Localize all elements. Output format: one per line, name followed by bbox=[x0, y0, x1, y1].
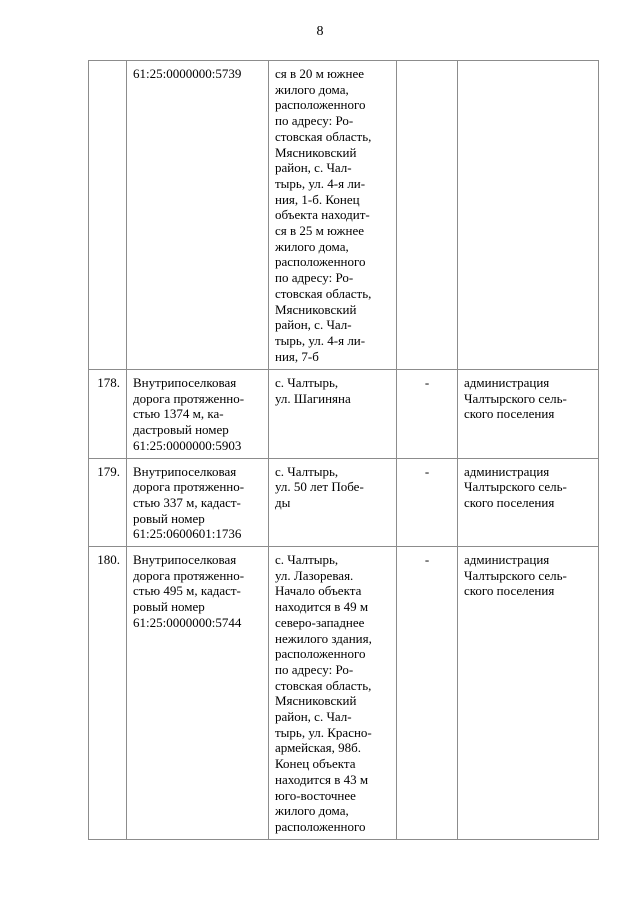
table-row bbox=[89, 547, 599, 840]
row-number: 179. bbox=[89, 458, 127, 547]
object-value: - bbox=[397, 547, 458, 840]
row-number: 180. bbox=[89, 547, 127, 840]
object-value: - bbox=[397, 458, 458, 547]
table-row bbox=[89, 458, 599, 547]
object-value bbox=[397, 61, 458, 370]
table-row bbox=[89, 370, 599, 459]
object-name: Внутрипоселковая дорога протяженно- стью 1374 м, ка- дастровый номер 61:25:0000000:5903 bbox=[127, 370, 269, 459]
object-owner: администрация Чалтырского сель- ского поселения bbox=[458, 547, 599, 840]
row-number bbox=[89, 61, 127, 370]
object-address: с. Чалтырь, ул. Лазоревая. Начало объекта находится в 49 м северо-западнее нежилого здания, расположенного по адресу: Ро- стовская область, Мясниковский район, с. Чал- тырь, ул. Красно- армейская, 98б. Конец объекта находится в 43 м юго-восточнее жилого дома, расположенного bbox=[269, 547, 397, 840]
object-value: - bbox=[397, 370, 458, 459]
property-registry-table bbox=[88, 60, 599, 840]
object-owner bbox=[458, 61, 599, 370]
object-address: с. Чалтырь, ул. Шагиняна bbox=[269, 370, 397, 459]
object-owner: администрация Чалтырского сель- ского поселения bbox=[458, 370, 599, 459]
page-number: 8 bbox=[316, 24, 324, 39]
object-name: 61:25:0000000:5739 bbox=[127, 61, 269, 370]
table-row bbox=[89, 61, 599, 370]
object-owner: администрация Чалтырского сель- ского поселения bbox=[458, 458, 599, 547]
object-name: Внутрипоселковая дорога протяженно- стью 337 м, кадаст- ровый номер 61:25:0600601:1736 bbox=[127, 458, 269, 547]
object-name: Внутрипоселковая дорога протяженно- стью 495 м, кадаст- ровый номер 61:25:0000000:5744 bbox=[127, 547, 269, 840]
object-address: ся в 20 м южнее жилого дома, расположенного по адресу: Ро- стовская область, Мясниковский район, с. Чал- тырь, ул. 4-я ли- ния, 1-б. Конец объекта находит- ся в 25 м южнее жилого дома, расположенного по адресу: Ро- стовская область, Мясниковский район, с. Чал- тырь, ул. 4-я ли- ния, 7-б bbox=[269, 61, 397, 370]
object-address: с. Чалтырь, ул. 50 лет Побе- ды bbox=[269, 458, 397, 547]
row-number: 178. bbox=[89, 370, 127, 459]
